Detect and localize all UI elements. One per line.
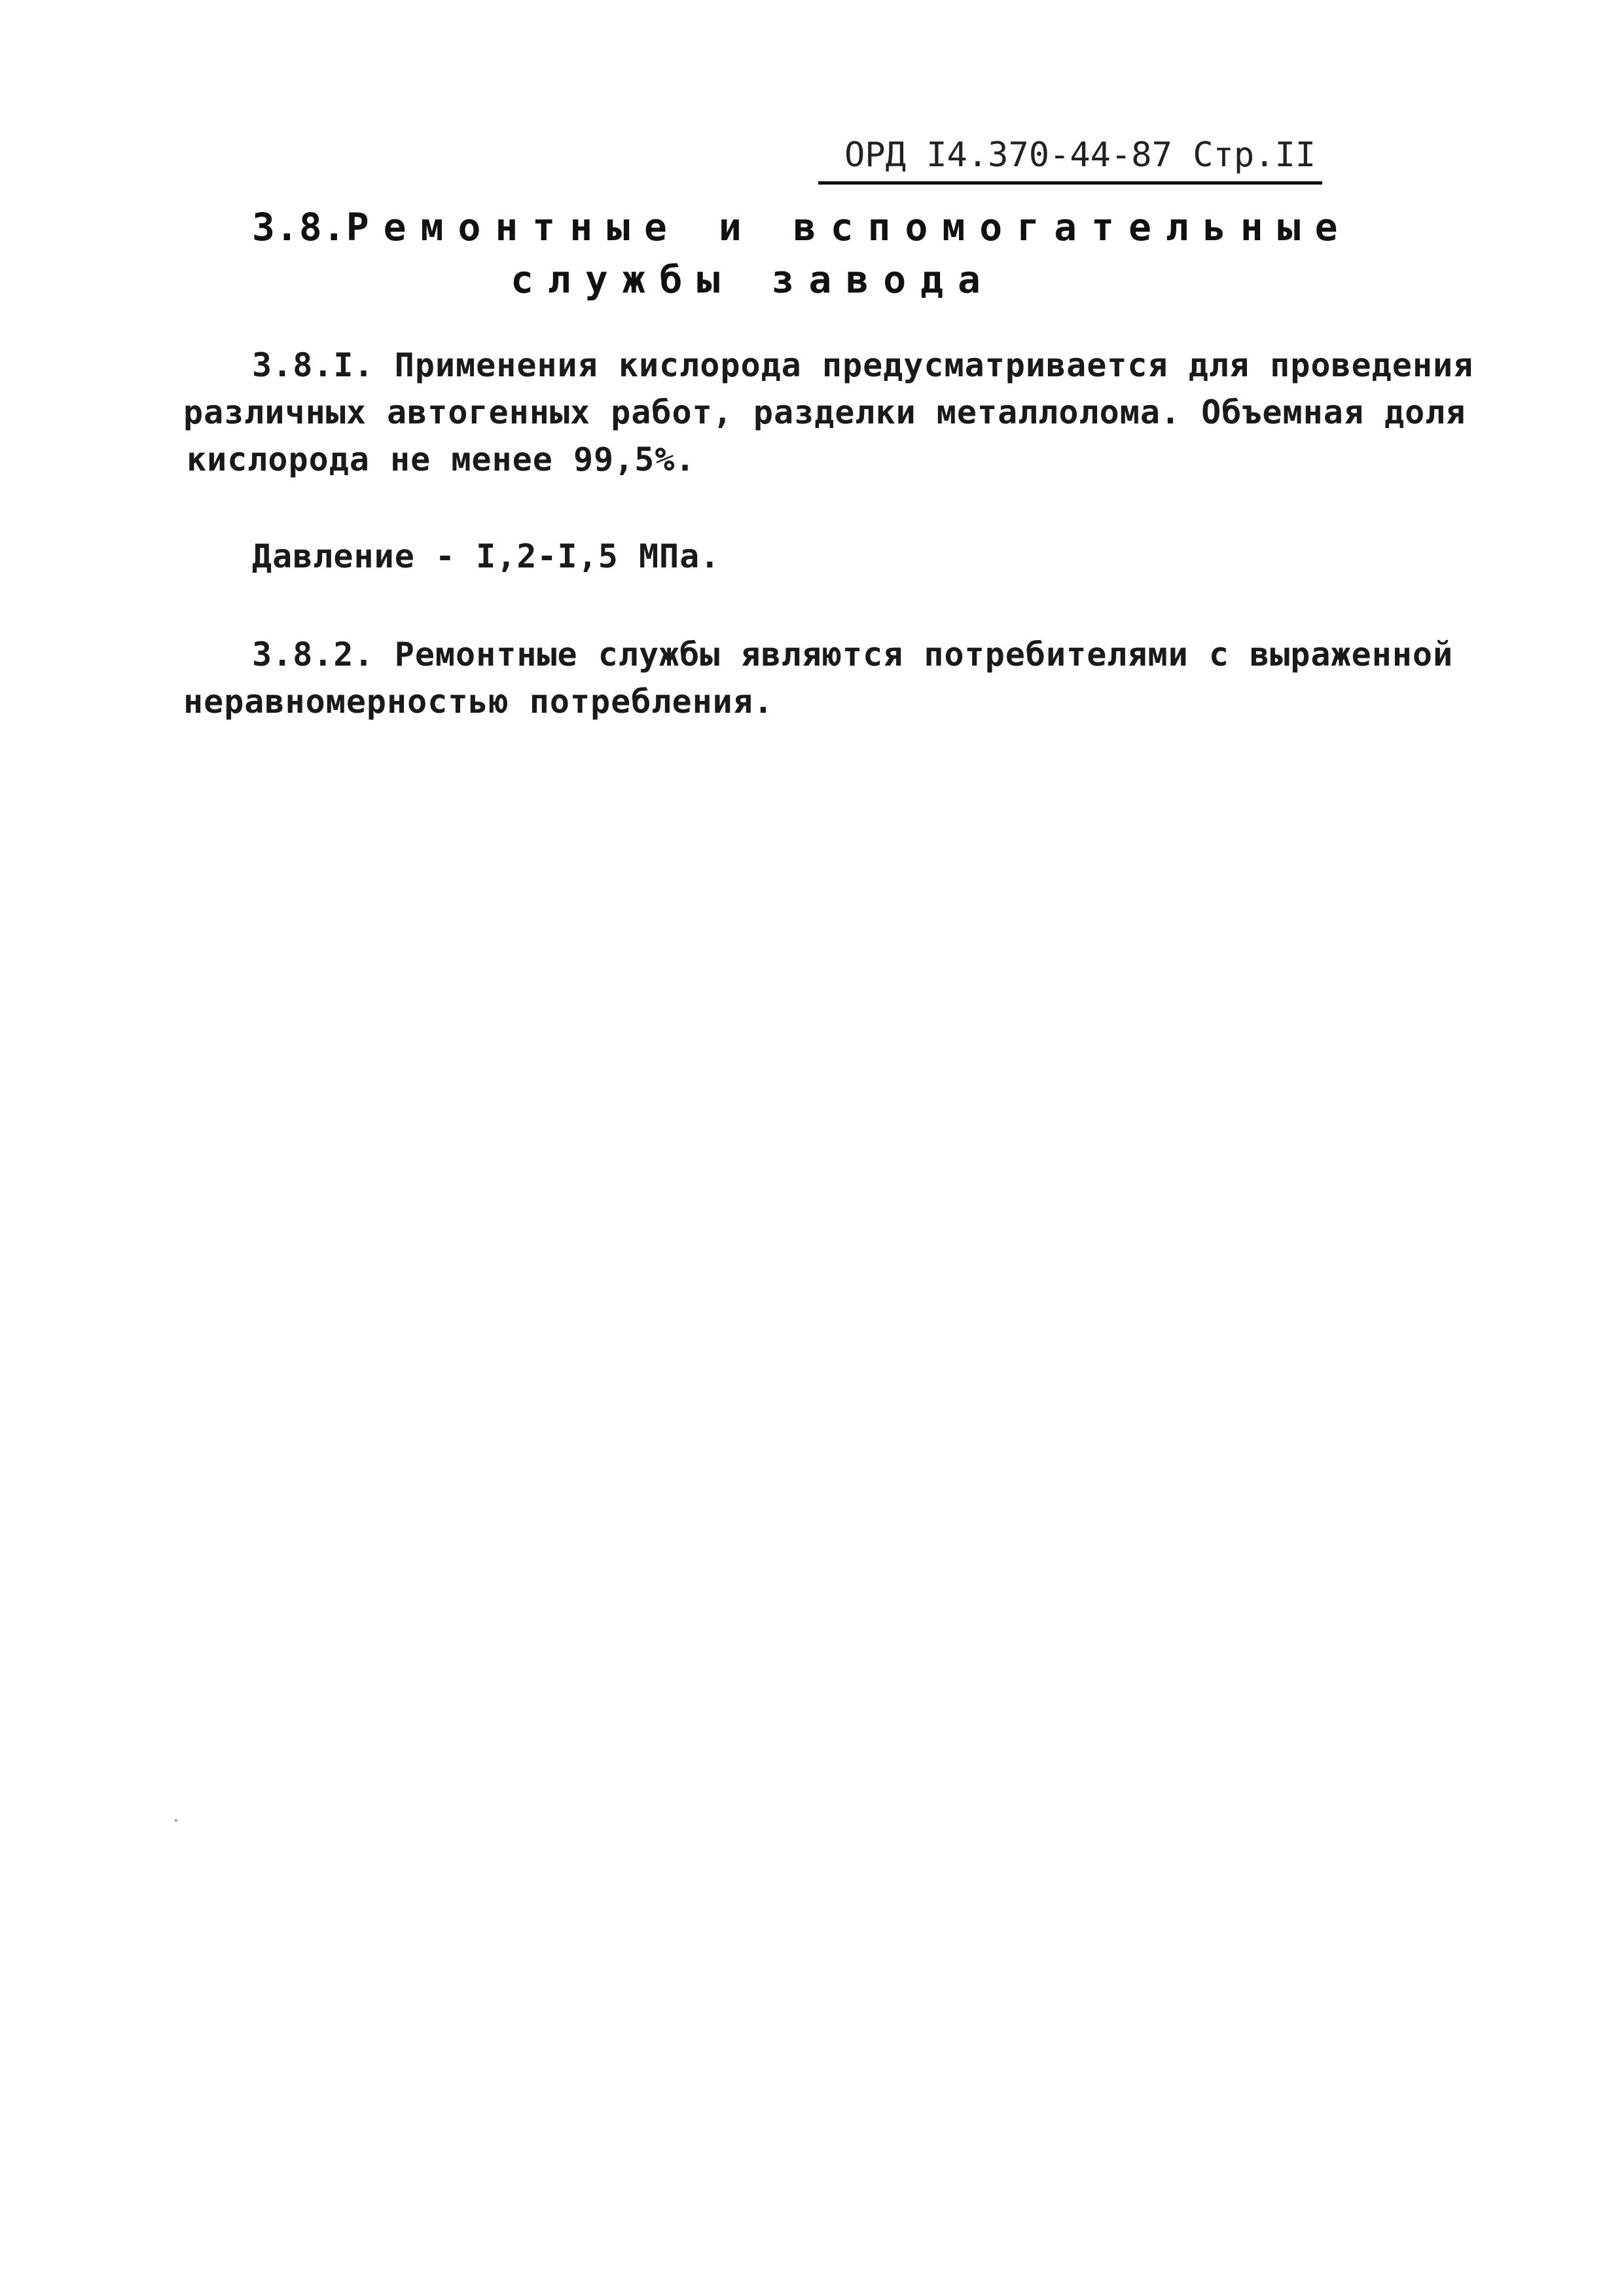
paragraph-2-line-1: Давление - I,2-I,5 МПа. — [252, 537, 721, 575]
paragraph-1-line-3: кислорода не менее 99,5%. — [187, 440, 696, 478]
header-underline — [818, 181, 1322, 185]
page-header — [818, 134, 1322, 187]
scan-speck — [175, 1820, 177, 1821]
document-code: ОРД I4.370-44-87 Стр.II — [844, 135, 1316, 175]
section-heading-line-2: службы завода — [511, 257, 995, 302]
paragraph-3-line-1: 3.8.2. Ремонтные службы являются потребителями с выраженной — [252, 636, 1454, 673]
section-number: 3.8. — [252, 205, 346, 249]
paragraph-1-line-1: 3.8.I. Применения кислорода предусматривается для проведения — [252, 346, 1474, 384]
section-heading-line-1 — [252, 204, 1352, 250]
paragraph-3-line-2: неравномерностью потребления. — [183, 683, 774, 721]
paragraph-1-line-2: различных автогенных работ, разделки металлолома. Объемная доля — [183, 393, 1466, 431]
section-title-line-1: Ремонтные и вспомогательные — [346, 205, 1352, 249]
